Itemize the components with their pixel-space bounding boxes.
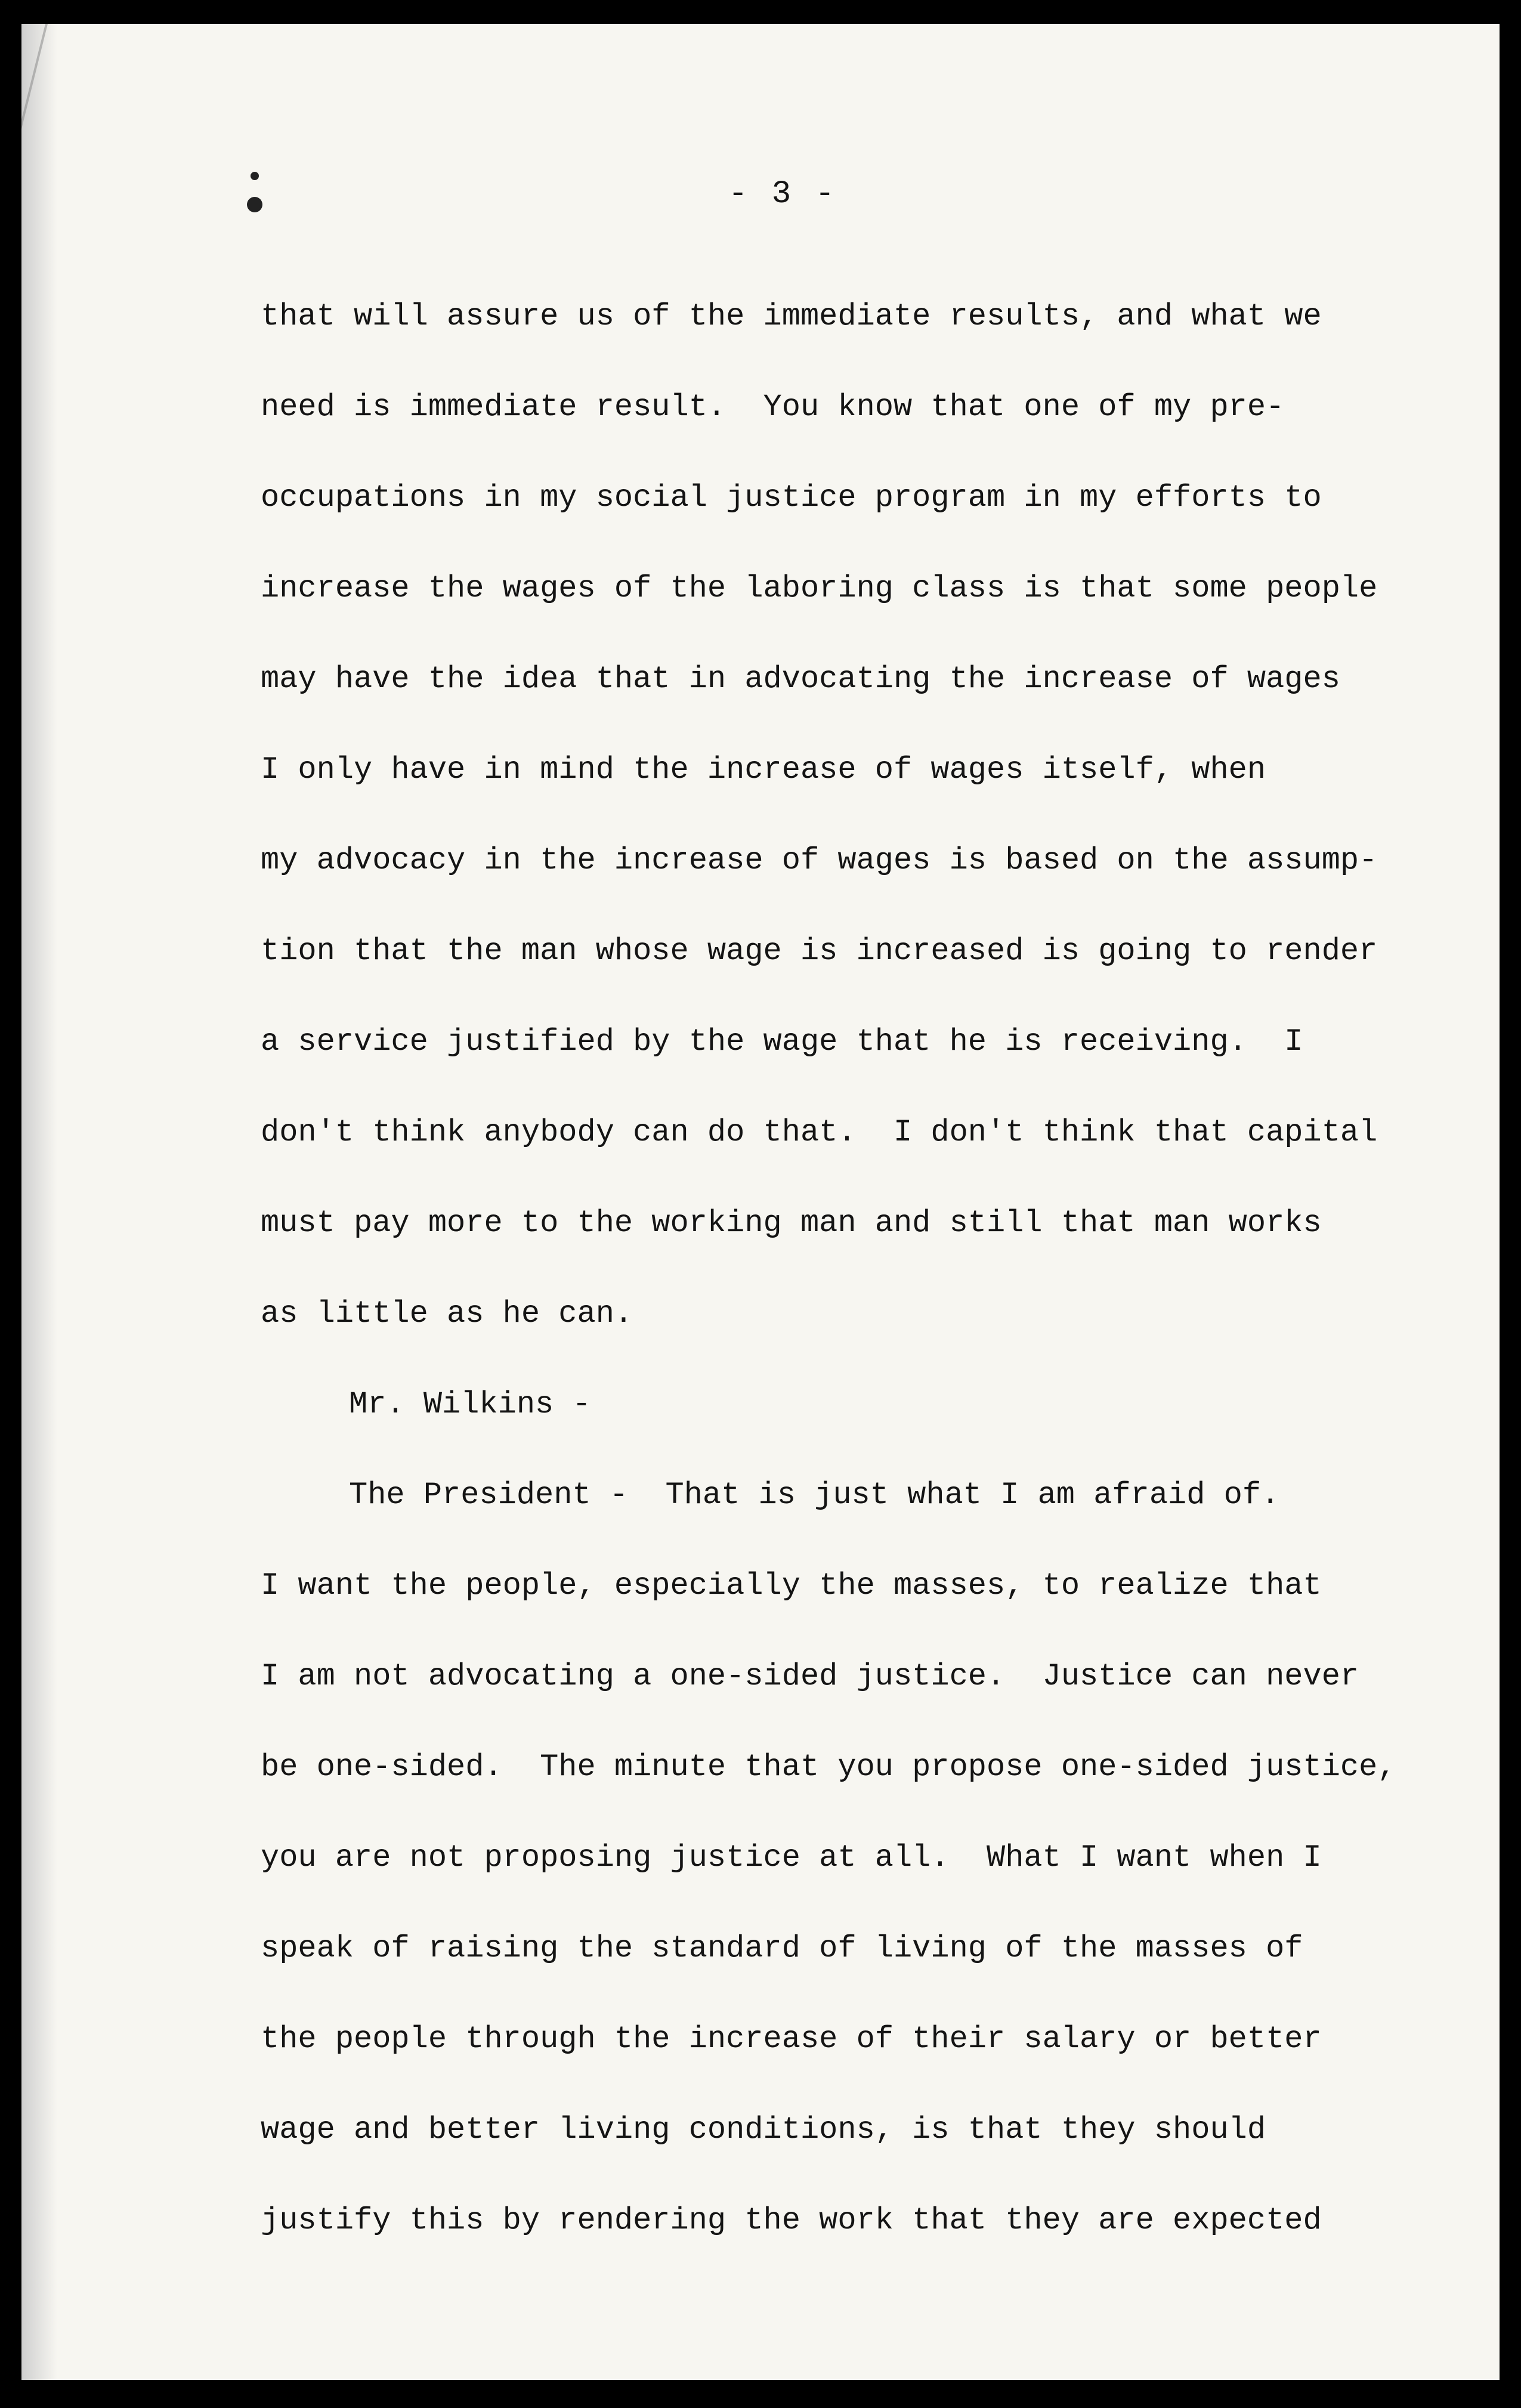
typed-text-body <box>261 271 1442 2266</box>
text-line: speak of raising the standard of living of the masses of <box>261 1931 1303 1966</box>
text-line: may have the idea that in advocating the increase of wages <box>261 661 1340 697</box>
text-line: I only have in mind the increase of wages itself, when <box>261 752 1266 787</box>
text-line: don't think anybody can do that. I don't think that capital <box>261 1115 1378 1150</box>
text-line: be one-sided. The minute that you propose one-sided justice, <box>261 1749 1396 1785</box>
text-line: justify this by rendering the work that they are expected <box>261 2203 1322 2238</box>
text-line: tion that the man whose wage is increased is going to render <box>261 933 1378 969</box>
text-line: need is immediate result. You know that one of my pre- <box>261 390 1285 425</box>
text-line: increase the wages of the laboring class is that some people <box>261 571 1378 606</box>
text-line: I want the people, especially the masses, to realize that <box>261 1568 1322 1603</box>
document-page <box>21 24 1500 2380</box>
text-line: you are not proposing justice at all. What I want when I <box>261 1840 1322 1875</box>
text-line: wage and better living conditions, is that they should <box>261 2112 1266 2147</box>
page-fold-mark <box>21 24 203 418</box>
page-number: - 3 - <box>728 176 837 212</box>
speaker-line: The President - That is just what I am afraid of. <box>349 1477 1280 1513</box>
speaker-line: Mr. Wilkins - <box>349 1387 591 1422</box>
text-line: as little as he can. <box>261 1296 633 1331</box>
text-line: my advocacy in the increase of wages is based on the assump- <box>261 843 1378 878</box>
text-line: I am not advocating a one-sided justice. Justice can never <box>261 1659 1359 1694</box>
text-line: a service justified by the wage that he is receiving. I <box>261 1024 1303 1059</box>
text-line: must pay more to the working man and still that man works <box>261 1205 1322 1241</box>
text-line: the people through the increase of their salary or better <box>261 2021 1322 2057</box>
text-line: that will assure us of the immediate results, and what we <box>261 299 1322 334</box>
text-line: occupations in my social justice program in my efforts to <box>261 480 1322 515</box>
